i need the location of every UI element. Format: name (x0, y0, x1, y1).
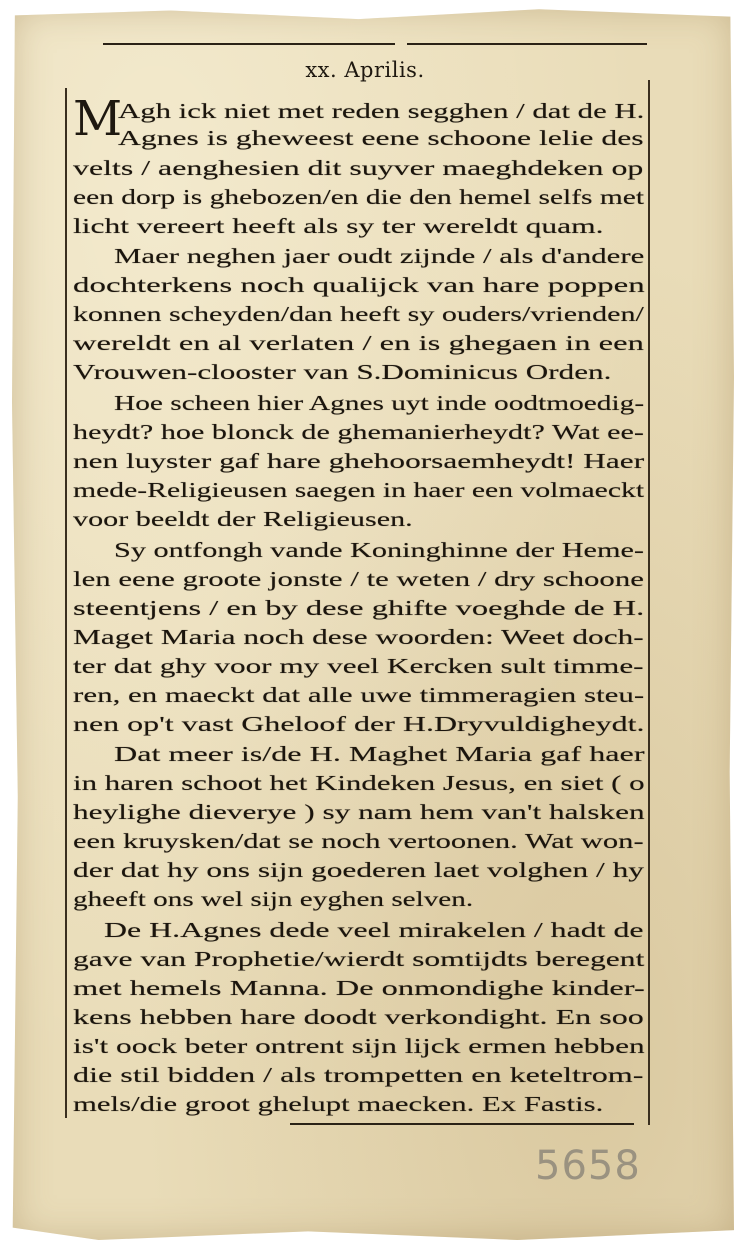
text-line: kens hebben hare doodt verkondight. En soo (73, 1005, 644, 1029)
text-line: Agnes is gheweest eene schoone lelie des (118, 126, 644, 150)
text-line: Vrouwen-clooster van S.Dominicus Orden. (73, 360, 612, 384)
text-line: der dat hy ons sijn goederen laet volghen / hy (73, 858, 644, 882)
pencil-inventory-number: 5658 (535, 1143, 641, 1189)
text-line: velts / aenghesien dit suyver maeghdeken op (73, 156, 644, 180)
text-line: met hemels Manna. De onmondighe kinder- (73, 976, 645, 1000)
text-line: Hoe scheen hier Agnes uyt inde oodtmoedig- (114, 391, 645, 415)
left-border-line (65, 88, 67, 1118)
text-line: steentjens / en by dese ghifte voeghde de H. (73, 596, 645, 620)
text-line: is't oock beter ontrent sijn lijck ermen hebben (73, 1034, 645, 1058)
top-rule-left (103, 43, 395, 45)
text-line: wereldt en al verlaten / en is ghegaen in een (73, 331, 644, 355)
text-line: een kruysken/dat se noch vertoonen. Wat won- (73, 829, 644, 853)
text-line: nen luyster gaf hare ghehoorsaemheydt! Haer (73, 449, 645, 473)
text-line: konnen scheyden/dan heeft sy ouders/vrienden/ (73, 302, 644, 326)
text-line: ren, en maeckt dat alle uwe timmeragien steu- (73, 683, 645, 707)
text-line: Maer neghen jaer oudt zijnde / als d'andere (114, 244, 645, 268)
text-line: heylighe dieverye ) sy nam hem van't halsken (73, 800, 645, 824)
text-line: een dorp is ghebozen/en die den hemel selfs met (73, 185, 645, 209)
text-line: die stil bidden / als trompetten en keteltrom- (73, 1063, 644, 1087)
text-line: nen op't vast Gheloof der H.Dryvuldigheydt. (73, 712, 645, 736)
bottom-rule (290, 1123, 634, 1125)
text-line: mels/die groot ghelupt maecken. Ex Fastis. (73, 1092, 604, 1116)
text-line: De H.Agnes dede veel mirakelen / hadt de (104, 918, 644, 942)
text-line: voor beeldt der Religieusen. (73, 507, 413, 531)
text-line: mede-Religieusen saegen in haer een volmaeckt (73, 478, 645, 502)
top-rule-right (407, 43, 647, 45)
text-line: Sy ontfongh vande Koninghinne der Heme- (114, 538, 645, 562)
right-border-line (648, 80, 650, 1125)
text-line: gheeft ons wel sijn eyghen selven. (73, 887, 474, 911)
drop-capital: M (73, 91, 123, 147)
text-line: licht vereert heeft als sy ter wereldt quam. (73, 214, 604, 238)
text-line: ter dat ghy voor my veel Kercken sult timme- (73, 654, 644, 678)
text-line: in haren schoot het Kindeken Jesus, en siet ( o (73, 771, 645, 795)
text-line: heydt? hoe blonck de ghemanierheydt? Wat ee- (73, 420, 644, 444)
text-line: len eene groote jonste / te weten / dry schoone (73, 567, 644, 591)
text-line: gave van Prophetie/wierdt somtijdts beregent (73, 947, 645, 971)
text-line: Agh ick niet met reden segghen / dat de H. (118, 99, 645, 123)
text-line: Maget Maria noch dese woorden: Weet doch- (73, 625, 644, 649)
text-line: dochterkens noch qualijck van hare poppen (73, 273, 645, 297)
text-line: Dat meer is/de H. Maghet Maria gaf haer (114, 742, 645, 766)
date-heading: xx. Aprilis. (305, 58, 425, 82)
